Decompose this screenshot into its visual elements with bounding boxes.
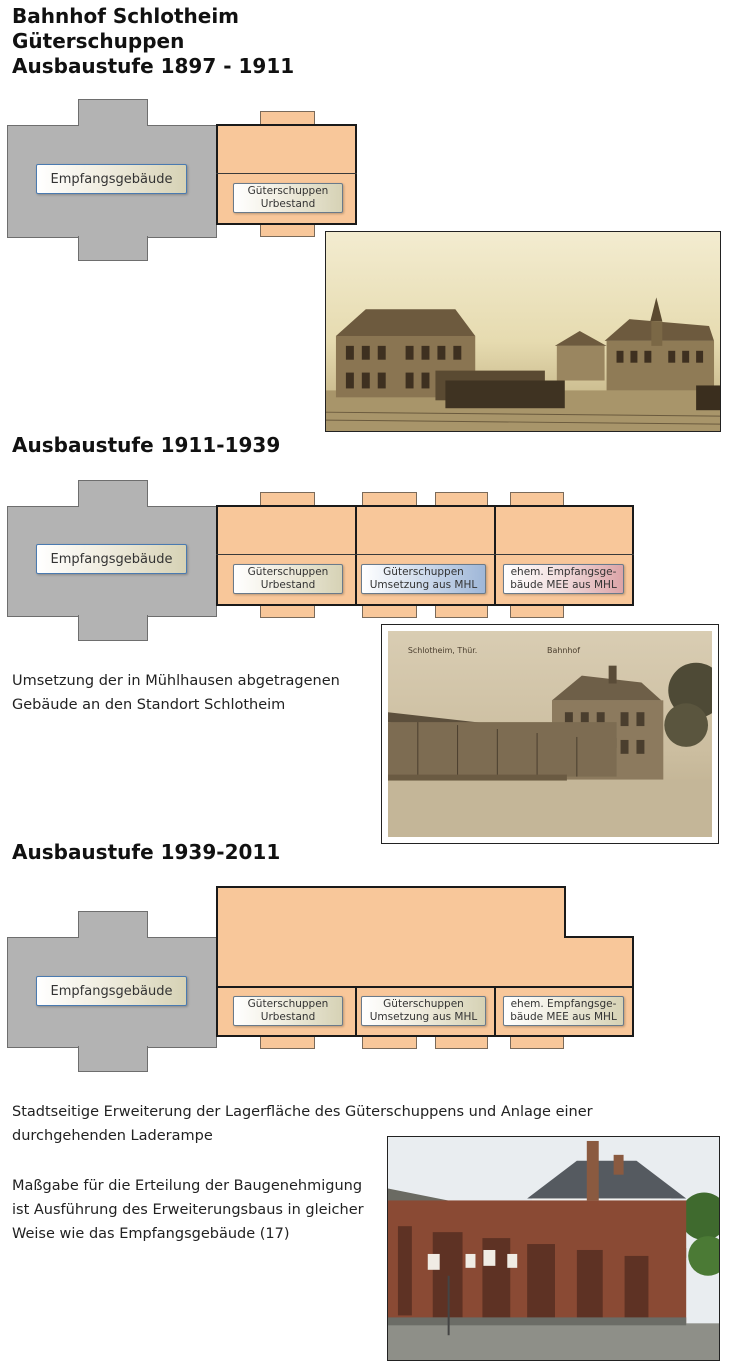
loading-door xyxy=(510,492,564,506)
loading-door xyxy=(510,605,564,618)
schuppen-label: Güterschuppen Urbestand xyxy=(233,183,343,213)
loading-door xyxy=(435,1036,488,1049)
empfang-building-bottom xyxy=(78,1046,148,1072)
stage3-title: Ausbaustufe 1939-2011 xyxy=(12,840,281,864)
schuppen-label-mee: ehem. Empfangsge- bäude MEE aus MHL xyxy=(503,564,624,594)
modern-photo-gueterschuppen xyxy=(387,1136,720,1361)
empfang-joint-fill xyxy=(79,615,147,618)
stage3-text1-line1: Stadtseitige Erweiterung der Lagerfläche des Güterschuppens und Anlage einer xyxy=(12,1104,593,1120)
schuppen-label-umsetzung: Güterschuppen Umsetzung aus MHL xyxy=(361,564,486,594)
stage2-text-line2: Gebäude an den Standort Schlotheim xyxy=(12,697,286,713)
stage2-floorplan xyxy=(0,470,729,630)
loading-door xyxy=(362,605,417,618)
historic-postcard-station xyxy=(381,624,719,844)
empfang-joint-fill xyxy=(79,505,147,508)
stage2-title: Ausbaustufe 1911-1939 xyxy=(12,433,281,457)
schuppen-label-mee: ehem. Empfangsge- bäude MEE aus MHL xyxy=(503,996,624,1026)
ramp-divider xyxy=(216,173,357,174)
loading-door xyxy=(362,1036,417,1049)
historic-photo-station-1900 xyxy=(325,231,721,432)
empfang-joint-fill xyxy=(79,936,147,939)
schuppen-label-umsetzung: Güterschuppen Umsetzung aus MHL xyxy=(361,996,486,1026)
empfang-building-bottom xyxy=(78,615,148,641)
empfang-building-top xyxy=(78,480,148,508)
page-title-line1: Bahnhof Schlotheim xyxy=(12,4,240,28)
empfang-building-top xyxy=(78,99,148,127)
empfang-joint-fill xyxy=(79,1046,147,1049)
page-title-line2: Güterschuppen xyxy=(12,29,185,53)
postcard-caption-right: Bahnhof xyxy=(547,645,581,655)
stage3-text2-line3: Weise wie das Empfangsgebäude (17) xyxy=(12,1226,290,1242)
ramp-divider xyxy=(216,554,634,555)
lagerflaeche-erweiterung xyxy=(216,886,566,988)
lagerflaeche-erweiterung-step xyxy=(564,936,634,988)
empfang-label: Empfangsgebäude xyxy=(36,976,187,1006)
loading-door xyxy=(435,605,488,618)
empfang-label: Empfangsgebäude xyxy=(36,544,187,574)
loading-door xyxy=(260,224,315,237)
stage3-text1-line2: durchgehenden Laderampe xyxy=(12,1128,213,1144)
postcard-caption-left: Schlotheim, Thür. xyxy=(407,645,478,655)
empfang-joint-fill xyxy=(79,236,147,239)
empfang-label: Empfangsgebäude xyxy=(36,164,187,194)
loading-door xyxy=(260,605,315,618)
empfang-joint-fill xyxy=(79,124,147,127)
extension-joint-fill xyxy=(558,938,566,988)
schuppen-label-urbestand: Güterschuppen Urbestand xyxy=(233,996,343,1026)
loading-door xyxy=(260,492,315,506)
empfang-building-top xyxy=(78,911,148,939)
schuppen-label-urbestand: Güterschuppen Urbestand xyxy=(233,564,343,594)
stage1-title: Ausbaustufe 1897 - 1911 xyxy=(12,54,295,78)
stage3-text2-line2: ist Ausführung des Erweiterungsbaus in gleicher xyxy=(12,1202,364,1218)
loading-door xyxy=(362,492,417,506)
stage3-floorplan xyxy=(0,880,729,1060)
loading-door xyxy=(260,1036,315,1049)
stage2-text-line1: Umsetzung der in Mühlhausen abgetragenen xyxy=(12,673,340,689)
stage1-floorplan xyxy=(0,0,729,270)
loading-door xyxy=(260,111,315,125)
empfang-building-bottom xyxy=(78,236,148,261)
loading-door xyxy=(435,492,488,506)
loading-door xyxy=(510,1036,564,1049)
stage3-text2-line1: Maßgabe für die Erteilung der Baugenehmigung xyxy=(12,1178,363,1194)
